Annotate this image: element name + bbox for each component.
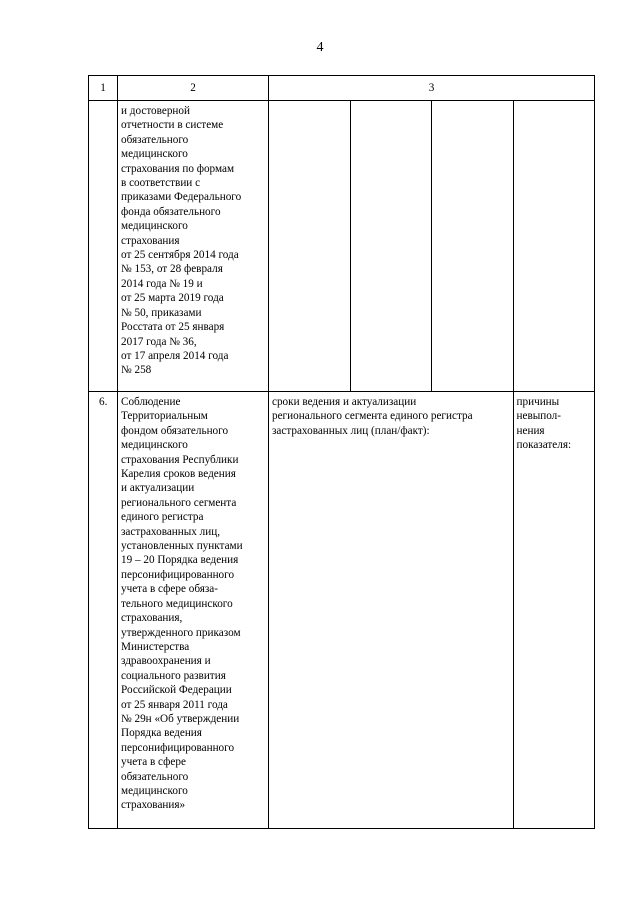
report-table [88, 75, 595, 829]
table-header-row [89, 76, 595, 101]
table-row [89, 392, 595, 829]
page-number: 4 [316, 40, 324, 55]
empty-cell [432, 101, 514, 392]
indicator-cell: сроки ведения и актуализации регионального сегмента единого регистра застрахованных лиц (план/факт): [269, 392, 514, 829]
header-col-3: 3 [269, 76, 595, 101]
empty-cell [269, 101, 351, 392]
row-number [89, 101, 118, 392]
row-description: и достоверной отчетности в системе обязательного медицинского страхования по формам в соответствии с приказами Федерального фонда обязательного медицинского страхования от 25 сентября 2014 года № 153, от 28 февраля 2014 года № 19 и от 25 марта 2019 года № 50, приказами Росстата от 25 января 2017 года № 36, от 17 апреля 2014 года № 258 [118, 101, 269, 392]
header-col-2: 2 [118, 76, 269, 101]
header-col-1: 1 [89, 76, 118, 101]
reasons-cell: причины невыпол- нения показателя: [513, 392, 595, 829]
empty-cell [350, 101, 432, 392]
table-row [89, 101, 595, 392]
row-number: 6. [89, 392, 118, 829]
row-description: Соблюдение Территориальным фондом обязательного медицинского страхования Республики Карелия сроков ведения и актуализации регионального сегмента единого регистра застрахованных лиц, установленных пунктами 19 – 20 Порядка ведения персонифицированного учета в сфере обяза- тельного медицинского страхования, утвержденного приказом Министерства здравоохранения и социального развития Российской Федерации от 25 января 2011 года № 29н «Об утверждении Порядка ведения персонифицированного учета в сфере обязательного медицинского страхования» [118, 392, 269, 829]
empty-cell [513, 101, 595, 392]
